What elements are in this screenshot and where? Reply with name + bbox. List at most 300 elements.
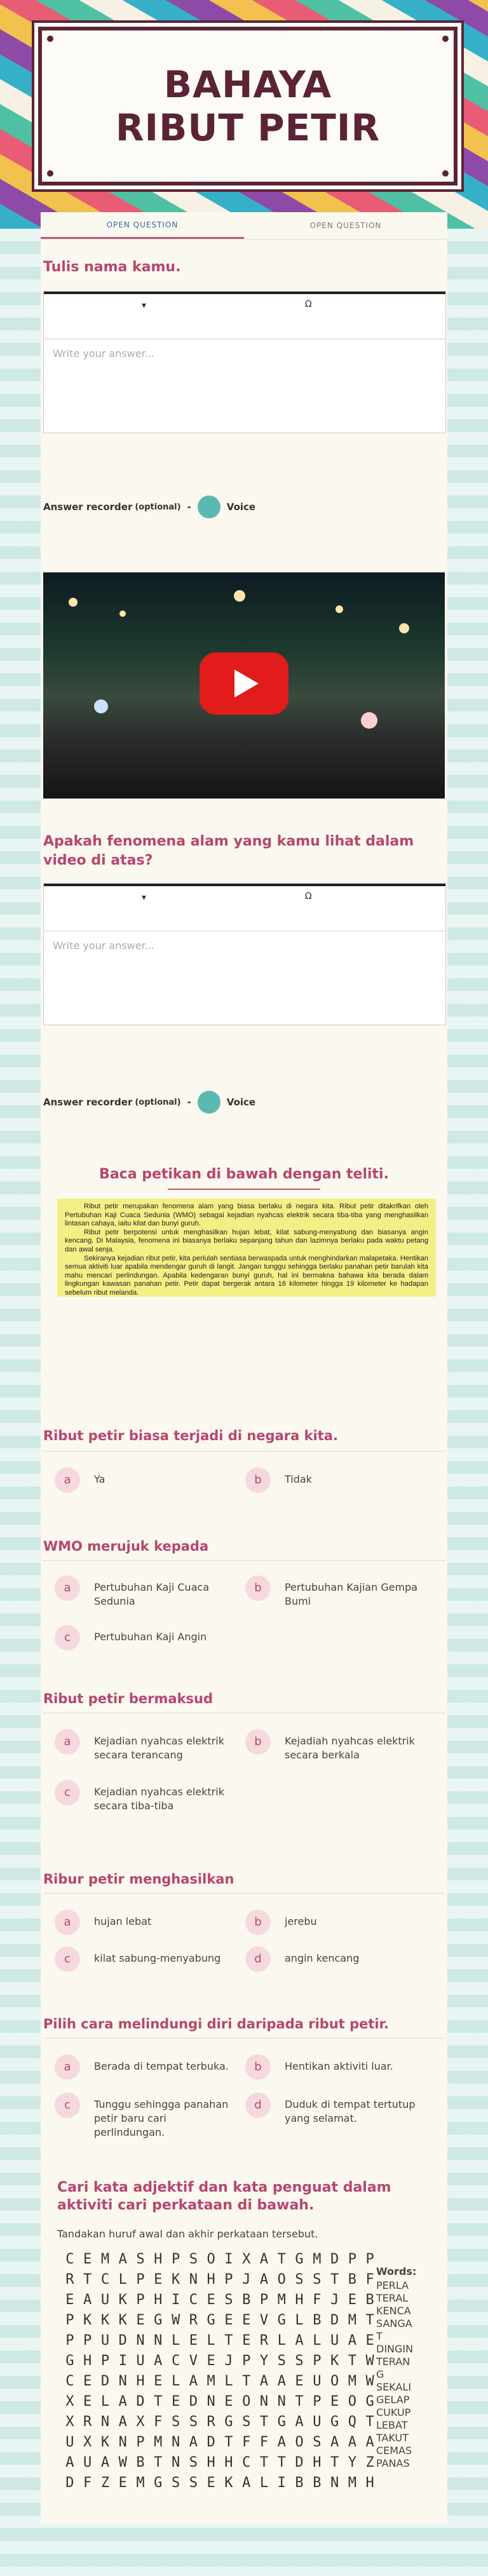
wordsearch-cell[interactable]: V — [259, 2312, 269, 2328]
wordsearch-cell[interactable]: N — [189, 2272, 198, 2288]
wordsearch-cell[interactable]: A — [65, 2455, 74, 2471]
option-letter: b — [245, 1575, 271, 1601]
wordsearch-cell[interactable]: W — [118, 2455, 127, 2471]
wordsearch-cell[interactable]: W — [171, 2312, 180, 2328]
wordsearch-cell[interactable]: S — [295, 2272, 304, 2288]
wordsearch-cell[interactable]: L — [224, 2373, 233, 2389]
text-format-dropdown-icon[interactable]: ▾ — [142, 893, 147, 903]
wordsearch-cell[interactable]: R — [207, 2414, 215, 2430]
wordsearch-cell[interactable]: G — [154, 2475, 163, 2491]
wordsearch-cell[interactable]: H — [83, 2353, 92, 2369]
wordsearch-cell[interactable]: D — [65, 2475, 74, 2491]
wordsearch-cell[interactable]: T — [259, 2455, 269, 2471]
wordsearch-cell[interactable]: S — [242, 2414, 251, 2430]
wordsearch-cell[interactable]: D — [330, 2251, 339, 2267]
mc-3-option-c[interactable] — [55, 1785, 233, 1813]
wordsearch-cell[interactable]: P — [100, 2353, 110, 2369]
option-text: Berada di tempat terbuka. — [94, 2060, 229, 2072]
wordsearch-cell[interactable]: A — [83, 2292, 92, 2308]
mc-5-title: Pilih cara melindungi diri daripada ribut petir. — [43, 2016, 389, 2032]
wordsearch-cell[interactable]: T — [154, 2455, 163, 2471]
wordsearch-cell[interactable]: N — [330, 2475, 339, 2491]
wordsearch-cell[interactable]: C — [242, 2455, 251, 2471]
wordsearch-cell[interactable]: L — [277, 2333, 286, 2349]
wordsearch-cell[interactable]: L — [295, 2312, 304, 2328]
wordsearch-cell[interactable]: K — [224, 2475, 233, 2491]
wordsearch-cell[interactable]: X — [136, 2414, 145, 2430]
wordsearch-cell[interactable]: A — [348, 2333, 357, 2349]
wordsearch-cell[interactable]: A — [118, 2414, 127, 2430]
wordsearch-cell[interactable]: I — [118, 2353, 127, 2369]
wordsearch-cell[interactable]: I — [224, 2251, 233, 2267]
wordsearch-cell[interactable]: P — [313, 2394, 322, 2410]
wordsearch-cell[interactable]: T — [348, 2353, 357, 2369]
wordsearch-cell[interactable]: P — [313, 2353, 322, 2369]
option-letter: b — [245, 1910, 271, 1935]
option-text: angin kencang — [285, 1952, 360, 1964]
wordsearch-cell[interactable]: P — [224, 2272, 233, 2288]
wordsearch-cell[interactable]: E — [65, 2292, 74, 2308]
wordsearch-cell[interactable]: U — [65, 2434, 74, 2450]
wordsearch-cell[interactable]: A — [118, 2394, 127, 2410]
record-button[interactable] — [198, 496, 220, 518]
wordsearch-cell[interactable]: E — [224, 2312, 233, 2328]
wordsearch-cell[interactable]: A — [259, 2272, 269, 2288]
wordsearch-cell[interactable]: A — [189, 2434, 198, 2450]
word-item: TERAN — [376, 2356, 410, 2368]
page-title: BAHAYA RIBUT PETIR — [115, 63, 381, 149]
wordsearch-cell[interactable]: C — [171, 2353, 180, 2369]
mc-5-option-c[interactable] — [55, 2098, 233, 2140]
wordsearch-cell[interactable]: D — [136, 2394, 145, 2410]
wordsearch-cell[interactable]: T — [295, 2394, 304, 2410]
wordsearch-cell[interactable]: S — [136, 2251, 145, 2267]
wordsearch-cell[interactable]: E — [83, 2251, 92, 2267]
wordsearch-cell[interactable]: A — [365, 2434, 374, 2450]
wordsearch-cell[interactable]: P — [259, 2292, 269, 2308]
wordsearch-cell[interactable]: S — [189, 2414, 198, 2430]
wordsearch-cell[interactable]: P — [65, 2333, 74, 2349]
wordsearch-cell[interactable]: D — [100, 2373, 110, 2389]
wordsearch-cell[interactable]: E — [295, 2373, 304, 2389]
wordsearch-cell[interactable]: X — [242, 2251, 251, 2267]
mc-2-option-a[interactable] — [55, 1581, 226, 1608]
wordsearch-cell[interactable]: G — [65, 2353, 74, 2369]
wordsearch-cell[interactable]: P — [365, 2251, 374, 2267]
wordsearch-cell[interactable]: U — [100, 2292, 110, 2308]
wordsearch-cell[interactable]: A — [348, 2434, 357, 2450]
option-text: kilat sabung-menyabung — [94, 1952, 221, 1964]
wordsearch-cell[interactable]: B — [313, 2312, 322, 2328]
wordsearch-cell[interactable]: M — [348, 2312, 357, 2328]
wordsearch-cell[interactable]: E — [348, 2292, 357, 2308]
wordsearch-cell[interactable]: T — [259, 2414, 269, 2430]
wordsearch-cell[interactable]: M — [100, 2251, 110, 2267]
option-letter: c — [55, 1625, 80, 1650]
wordsearch-cell[interactable]: Y — [348, 2455, 357, 2471]
tab-open-question-1[interactable]: OPEN QUESTION — [41, 212, 244, 239]
recorder-label: Answer recorder — [43, 501, 133, 513]
corner-ornament — [47, 36, 53, 42]
text-format-dropdown-icon[interactable]: ▾ — [142, 300, 147, 311]
wordsearch-cell[interactable]: G — [277, 2414, 286, 2430]
wordsearch-cell[interactable]: F — [365, 2272, 374, 2288]
wordsearch-cell[interactable]: E — [136, 2312, 145, 2328]
wordsearch-cell[interactable]: P — [65, 2312, 74, 2328]
wordsearch-title: Cari kata adjektif dan kata penguat dalam aktiviti cari perkataan di bawah. — [57, 2180, 391, 2213]
wordsearch-cell[interactable]: K — [100, 2312, 110, 2328]
wordsearch-cell[interactable]: G — [207, 2312, 215, 2328]
video-light — [69, 598, 78, 607]
wordsearch-cell[interactable]: L — [207, 2333, 215, 2349]
wordsearch-cell[interactable]: W — [365, 2353, 374, 2369]
wordsearch-cell[interactable]: N — [118, 2434, 127, 2450]
wordsearch-cell[interactable]: C — [65, 2251, 74, 2267]
wordsearch-cell[interactable]: U — [136, 2353, 145, 2369]
wordsearch-cell[interactable]: A — [277, 2373, 286, 2389]
wordsearch-cell[interactable]: V — [189, 2353, 198, 2369]
recorder-optional: (optional) — [135, 502, 181, 512]
wordsearch-cell[interactable]: E — [224, 2394, 233, 2410]
wordsearch-cell[interactable]: S — [313, 2434, 322, 2450]
voice-label: Voice — [226, 501, 256, 513]
wordsearch-cell[interactable]: W — [365, 2373, 374, 2389]
wordsearch-cell[interactable]: T — [277, 2251, 286, 2267]
wordsearch-cell[interactable]: S — [189, 2455, 198, 2471]
wordsearch-cell[interactable]: K — [83, 2312, 92, 2328]
wordsearch-cell[interactable]: M — [207, 2373, 215, 2389]
video-light — [361, 712, 377, 729]
wordsearch-cell[interactable]: M — [136, 2475, 145, 2491]
wordsearch-cell[interactable]: O — [207, 2251, 215, 2267]
wordsearch-cell[interactable]: G — [224, 2414, 233, 2430]
wordsearch-cell[interactable]: S — [295, 2353, 304, 2369]
wordsearch-cell[interactable]: H — [295, 2292, 304, 2308]
option-text: jerebu — [285, 1915, 317, 1927]
wordsearch-cell[interactable]: A — [259, 2251, 269, 2267]
recorder-optional: (optional) — [135, 1097, 181, 1107]
wordsearch-row — [61, 2434, 379, 2455]
wordsearch-cell[interactable]: H — [154, 2292, 163, 2308]
wordsearch-cell[interactable]: A — [259, 2373, 269, 2389]
wordsearch-cell[interactable]: E — [171, 2394, 180, 2410]
wordsearch-cell[interactable]: T — [242, 2373, 251, 2389]
wordsearch-cell[interactable]: J — [330, 2292, 339, 2308]
video-light — [336, 605, 343, 613]
wordsearch-cell[interactable]: H — [207, 2455, 215, 2471]
special-chars-icon[interactable]: Ω — [305, 891, 312, 901]
wordsearch-cell[interactable]: E — [154, 2272, 163, 2288]
tab-open-question-2[interactable]: OPEN QUESTION — [309, 221, 382, 230]
wordsearch-cell[interactable]: N — [259, 2394, 269, 2410]
wordsearch-cell[interactable]: T — [365, 2312, 374, 2328]
mc-4-option-a[interactable] — [55, 1915, 233, 1935]
wordsearch-cell[interactable]: Z — [100, 2475, 110, 2491]
passage-paragraph: Ribut petir berpotensi untuk menghasilkan hujan lebat, kilat sabung-menyabung dan biasanya angin kencang. Di Malaysia, fenomena ini biasanya berlaku sepanjang tahun dan lazimnya berlaku pada waktu petang dan awal senja. — [65, 1228, 428, 1253]
wordsearch-cell[interactable]: P — [242, 2353, 251, 2369]
wordsearch-cell[interactable]: N — [118, 2373, 127, 2389]
wordsearch-cell[interactable]: E — [365, 2333, 374, 2349]
wordsearch-cell[interactable]: E — [242, 2333, 251, 2349]
wordsearch-cell[interactable]: X — [65, 2414, 74, 2430]
wordsearch-cell[interactable]: G — [154, 2312, 163, 2328]
wordsearch-cell[interactable]: E — [207, 2475, 215, 2491]
wordsearch-cell[interactable]: E — [118, 2475, 127, 2491]
wordsearch-word-list — [376, 2265, 427, 2470]
wordsearch-cell[interactable]: K — [171, 2272, 180, 2288]
wordsearch-cell[interactable]: L — [171, 2373, 180, 2389]
question-1-title: Tulis nama kamu. — [43, 259, 181, 275]
wordsearch-row — [61, 2455, 379, 2475]
wordsearch-cell[interactable]: D — [189, 2394, 198, 2410]
wordsearch-cell[interactable]: E — [83, 2373, 92, 2389]
wordsearch-cell[interactable]: A — [118, 2251, 127, 2267]
wordsearch-cell[interactable]: K — [118, 2312, 127, 2328]
wordsearch-cell[interactable]: S — [189, 2475, 198, 2491]
wordsearch-cell[interactable]: A — [242, 2475, 251, 2491]
wordsearch-cell[interactable]: U — [313, 2373, 322, 2389]
wordsearch-cell[interactable]: S — [277, 2353, 286, 2369]
mc-1-option-b[interactable] — [245, 1473, 436, 1493]
mc-4-option-d[interactable] — [245, 1952, 436, 1972]
wordsearch-cell[interactable]: A — [330, 2434, 339, 2450]
wordsearch-cell[interactable]: E — [242, 2312, 251, 2328]
wordsearch-cell[interactable]: E — [330, 2394, 339, 2410]
tab-bar — [41, 212, 447, 239]
wordsearch-cell[interactable]: T — [365, 2414, 374, 2430]
answer-toolbar[interactable] — [44, 884, 445, 931]
wordsearch-cell[interactable]: F — [83, 2475, 92, 2491]
special-chars-icon[interactable]: Ω — [305, 299, 312, 309]
wordsearch-cell[interactable]: D — [330, 2312, 339, 2328]
wordsearch-cell[interactable]: Y — [259, 2353, 269, 2369]
wordsearch-cell[interactable]: N — [207, 2394, 215, 2410]
mc-3-option-b[interactable] — [245, 1734, 436, 1762]
wordsearch-cell[interactable]: S — [189, 2251, 198, 2267]
wordsearch-cell[interactable]: R — [259, 2333, 269, 2349]
wordsearch-cell[interactable]: P — [136, 2434, 145, 2450]
option-text: Kejadian nyahcas elektrik secara terancang — [94, 1735, 224, 1761]
wordsearch-cell[interactable]: P — [83, 2333, 92, 2349]
wordsearch-cell[interactable]: B — [242, 2292, 251, 2308]
wordsearch-cell[interactable]: G — [330, 2414, 339, 2430]
wordsearch-cell[interactable]: M — [348, 2373, 357, 2389]
wordsearch-cell[interactable]: A — [295, 2414, 304, 2430]
wordsearch-cell[interactable]: T — [277, 2455, 286, 2471]
wordsearch-cell[interactable]: M — [154, 2434, 163, 2450]
wordsearch-cell[interactable]: B — [295, 2475, 304, 2491]
answer-placeholder[interactable]: Write your answer... — [53, 347, 154, 360]
wordsearch-cell[interactable]: M — [313, 2251, 322, 2267]
wordsearch-cell[interactable]: K — [100, 2434, 110, 2450]
wordsearch-cell[interactable]: Q — [348, 2414, 357, 2430]
wordsearch-cell[interactable]: J — [224, 2353, 233, 2369]
wordsearch-cell[interactable]: O — [348, 2394, 357, 2410]
wordsearch-cell[interactable]: B — [348, 2272, 357, 2288]
wordsearch-cell[interactable]: R — [65, 2272, 74, 2288]
option-text: Duduk di tempat tertutup yang selamat. — [285, 2098, 416, 2124]
wordsearch-cell[interactable]: T — [330, 2455, 339, 2471]
wordsearch-cell[interactable]: A — [189, 2373, 198, 2389]
wordsearch-cell[interactable]: B — [313, 2475, 322, 2491]
wordsearch-cell[interactable]: P — [171, 2251, 180, 2267]
recorder-dash: - — [187, 1096, 191, 1108]
wordsearch-cell[interactable]: F — [259, 2434, 269, 2450]
wordsearch-cell[interactable]: E — [189, 2333, 198, 2349]
wordsearch-cell[interactable]: G — [277, 2312, 286, 2328]
option-letter: b — [245, 1729, 271, 1755]
corner-ornament — [47, 170, 53, 177]
wordsearch-cell[interactable]: B — [365, 2292, 374, 2308]
wordsearch-cell[interactable]: P — [136, 2292, 145, 2308]
wordsearch-cell[interactable]: U — [83, 2455, 92, 2471]
wordsearch-cell[interactable]: T — [224, 2434, 233, 2450]
wordsearch-cell[interactable]: U — [330, 2333, 339, 2349]
wordsearch-cell[interactable]: N — [100, 2414, 110, 2430]
wordsearch-cell[interactable]: O — [277, 2272, 286, 2288]
wordsearch-cell[interactable]: E — [83, 2394, 92, 2410]
wordsearch-cell[interactable]: A — [100, 2455, 110, 2471]
mc-5-option-d[interactable] — [245, 2098, 436, 2126]
wordsearch-cell[interactable]: L — [313, 2333, 322, 2349]
wordsearch-cell[interactable]: H — [154, 2251, 163, 2267]
wordsearch-cell[interactable]: U — [100, 2333, 110, 2349]
wordsearch-cell[interactable]: N — [171, 2434, 180, 2450]
wordsearch-grid[interactable] — [61, 2251, 379, 2495]
mc-2-option-c[interactable] — [55, 1630, 226, 1650]
wordsearch-row — [61, 2333, 379, 2353]
wordsearch-cell[interactable]: A — [277, 2434, 286, 2450]
wordsearch-cell[interactable]: F — [313, 2292, 322, 2308]
mc-1-title: Ribut petir biasa terjadi di negara kita. — [43, 1428, 338, 1443]
answer-toolbar[interactable] — [44, 292, 445, 339]
wordsearch-cell[interactable]: E — [207, 2292, 215, 2308]
wordsearch-cell[interactable]: H — [313, 2455, 322, 2471]
wordsearch-cell[interactable]: P — [136, 2272, 145, 2288]
wordsearch-cell[interactable]: N — [171, 2455, 180, 2471]
word-item: PERLA — [376, 2279, 409, 2291]
wordsearch-cell[interactable]: E — [154, 2373, 163, 2389]
question-2-answer-box[interactable] — [43, 883, 446, 1025]
wordsearch-cell[interactable]: O — [330, 2373, 339, 2389]
wordsearch-cell[interactable]: M — [277, 2292, 286, 2308]
option-text: Tunggu sehingga panahan petir baru cari perlindungan. — [94, 2098, 229, 2138]
mc-2-option-b[interactable] — [245, 1581, 436, 1608]
word-item: DINGIN — [376, 2343, 414, 2355]
wordsearch-cell[interactable]: I — [171, 2292, 180, 2308]
wordsearch-cell[interactable]: D — [295, 2455, 304, 2471]
passage-heading: Baca petikan di bawah dengan teliti. — [99, 1166, 389, 1182]
wordsearch-cell[interactable]: C — [189, 2292, 198, 2308]
title-banner — [38, 27, 458, 185]
wordsearch-cell[interactable]: U — [313, 2414, 322, 2430]
mc-4-option-c[interactable] — [55, 1952, 233, 1972]
question-1-answer-box[interactable] — [43, 291, 446, 433]
corner-ornament — [442, 36, 449, 42]
wordsearch-cell[interactable]: L — [118, 2272, 127, 2288]
wordsearch-cell[interactable]: P — [348, 2251, 357, 2267]
wordsearch-cell[interactable]: H — [136, 2373, 145, 2389]
mc-1-option-a[interactable] — [55, 1473, 220, 1493]
wordsearch-cell[interactable]: S — [224, 2292, 233, 2308]
wordsearch-cell[interactable]: X — [83, 2434, 92, 2450]
heading-underline — [168, 1189, 320, 1190]
wordsearch-cell[interactable]: N — [136, 2333, 145, 2349]
wordsearch-cell[interactable]: R — [189, 2312, 198, 2328]
option-text: Pertubuhan Kaji Cuaca Sedunia — [94, 1581, 210, 1607]
wordsearch-cell[interactable]: F — [154, 2414, 163, 2430]
play-button[interactable] — [200, 652, 288, 715]
wordsearch-instruction: Tandakan huruf awal dan akhir perkataan tersebut. — [57, 2228, 318, 2240]
wordsearch-cell[interactable]: O — [242, 2394, 251, 2410]
option-text: Kejadian nyahcas elektrik secara tiba-tiba — [94, 1786, 224, 1812]
option-text: Kejadiah nyahcas elektrik secara berkala — [285, 1735, 415, 1761]
wordsearch-cell[interactable]: S — [171, 2475, 180, 2491]
wordsearch-cell[interactable]: L — [171, 2333, 180, 2349]
wordsearch-cell[interactable]: K — [330, 2353, 339, 2369]
wordsearch-cell[interactable]: K — [118, 2292, 127, 2308]
wordsearch-cell[interactable]: H — [224, 2455, 233, 2471]
wordsearch-cell[interactable]: T — [83, 2272, 92, 2288]
wordsearch-row — [61, 2414, 379, 2434]
option-letter: c — [55, 1946, 80, 1972]
wordsearch-cell[interactable]: J — [242, 2272, 251, 2288]
video-light — [94, 699, 108, 713]
mc-3-option-a[interactable] — [55, 1734, 233, 1762]
mc-5-option-b[interactable] — [245, 2060, 436, 2080]
wordsearch-cell[interactable]: S — [313, 2272, 322, 2288]
wordsearch-cell[interactable]: C — [100, 2272, 110, 2288]
wordsearch-cell[interactable]: H — [365, 2475, 374, 2491]
wordsearch-cell[interactable]: B — [136, 2455, 145, 2471]
wordsearch-cell[interactable]: M — [348, 2475, 357, 2491]
wordsearch-cell[interactable]: T — [224, 2333, 233, 2349]
option-text: Tidak — [285, 1473, 312, 1485]
wordsearch-cell[interactable]: T — [330, 2272, 339, 2288]
mc-4-option-b[interactable] — [245, 1915, 436, 1935]
wordsearch-cell[interactable]: F — [242, 2434, 251, 2450]
wordsearch-cell[interactable]: H — [207, 2272, 215, 2288]
record-button[interactable] — [198, 1091, 220, 1114]
wordsearch-cell[interactable]: S — [171, 2414, 180, 2430]
wordsearch-cell[interactable]: G — [365, 2394, 374, 2410]
wordsearch-cell[interactable]: R — [83, 2414, 92, 2430]
wordsearch-cell[interactable]: G — [295, 2251, 304, 2267]
wordsearch-cell[interactable]: N — [277, 2394, 286, 2410]
wordsearch-cell[interactable]: L — [259, 2475, 269, 2491]
video-player[interactable] — [43, 572, 445, 799]
wordsearch-cell[interactable]: X — [65, 2394, 74, 2410]
wordsearch-cell[interactable]: L — [100, 2394, 110, 2410]
wordsearch-cell[interactable]: T — [154, 2394, 163, 2410]
wordsearch-cell[interactable]: N — [154, 2333, 163, 2349]
wordsearch-cell[interactable]: Z — [365, 2455, 374, 2471]
option-letter: b — [245, 1467, 271, 1493]
wordsearch-cell[interactable]: E — [207, 2353, 215, 2369]
wordsearch-cell[interactable]: A — [154, 2353, 163, 2369]
corner-ornament — [442, 170, 449, 177]
wordsearch-cell[interactable]: I — [277, 2475, 286, 2491]
wordsearch-row — [61, 2312, 379, 2333]
wordsearch-cell[interactable]: C — [65, 2373, 74, 2389]
mc-5-option-a[interactable] — [55, 2060, 233, 2080]
wordsearch-cell[interactable]: D — [118, 2333, 127, 2349]
words-heading: Words: — [376, 2265, 417, 2277]
wordsearch-cell[interactable]: D — [207, 2434, 215, 2450]
answer-placeholder[interactable]: Write your answer... — [53, 940, 154, 952]
wordsearch-cell[interactable]: A — [295, 2333, 304, 2349]
wordsearch-cell[interactable]: O — [295, 2434, 304, 2450]
